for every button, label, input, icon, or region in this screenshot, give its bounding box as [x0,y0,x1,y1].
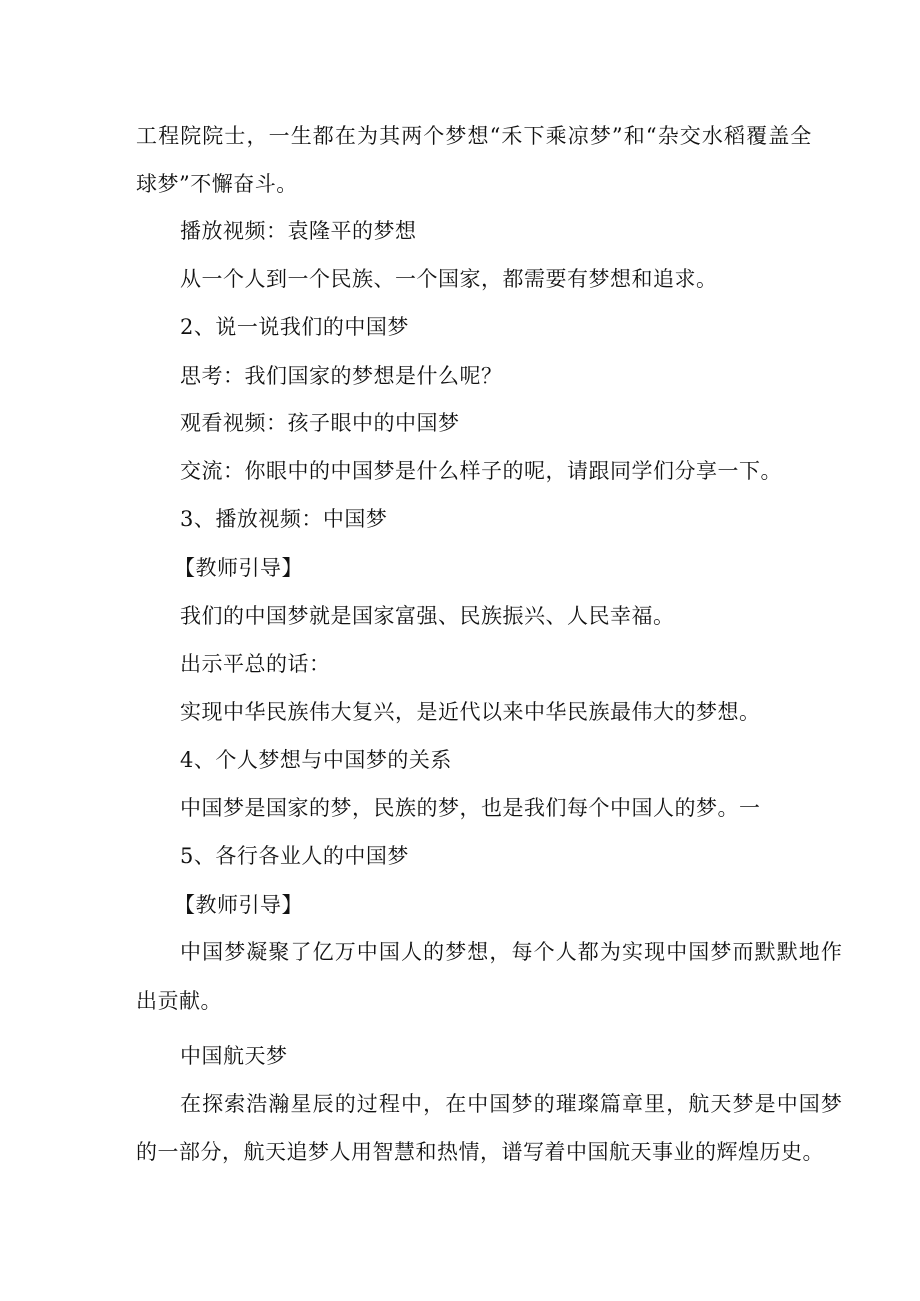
paragraph-line: 在探索浩瀚星辰的过程中，在中国梦的璀璨篇章里，航天梦是中国梦 [180,1092,843,1116]
paragraph-line: 中国梦是国家的梦，民族的梦，也是我们每个中国人的梦。一 [180,796,761,820]
paragraph-line: 出贡献。 [136,989,222,1013]
paragraph-line: 从一个人到一个民族、一个国家，都需要有梦想和追求。 [180,267,718,291]
paragraph-line: 工程院院士，一生都在为其两个梦想“禾下乘凉梦”和“杂交水稻覆盖全 [136,124,813,148]
paragraph-line: 思考：我们国家的梦想是什么呢？ [180,364,503,388]
section-heading: 2、说一说我们的中国梦 [180,315,409,339]
paragraph-line: 的一部分，航天追梦人用智慧和热情，谱写着中国航天事业的辉煌历史。 [136,1140,824,1164]
teacher-guide-label: 【教师引导】 [174,556,303,580]
section-heading: 4、个人梦想与中国梦的关系 [180,748,452,772]
section-heading: 3、播放视频：中国梦 [180,507,388,531]
section-heading: 5、各行各业人的中国梦 [180,844,409,868]
paragraph-line: 交流：你眼中的中国梦是什么样子的呢，请跟同学们分享一下。 [180,459,782,483]
paragraph-line: 观看视频：孩子眼中的中国梦 [180,411,460,435]
paragraph-line: 球梦”不懈奋斗。 [136,172,298,196]
paragraph-line: 我们的中国梦就是国家富强、民族振兴、人民幸福。 [180,604,675,628]
teacher-guide-label: 【教师引导】 [174,893,303,917]
paragraph-line: 出示平总的话： [180,652,331,676]
paragraph-line: 播放视频：袁隆平的梦想 [180,219,417,243]
section-heading: 中国航天梦 [180,1044,288,1068]
paragraph-line: 实现中华民族伟大复兴，是近代以来中华民族最伟大的梦想。 [180,700,761,724]
paragraph-line: 中国梦凝聚了亿万中国人的梦想，每个人都为实现中国梦而默默地作 [180,940,843,964]
